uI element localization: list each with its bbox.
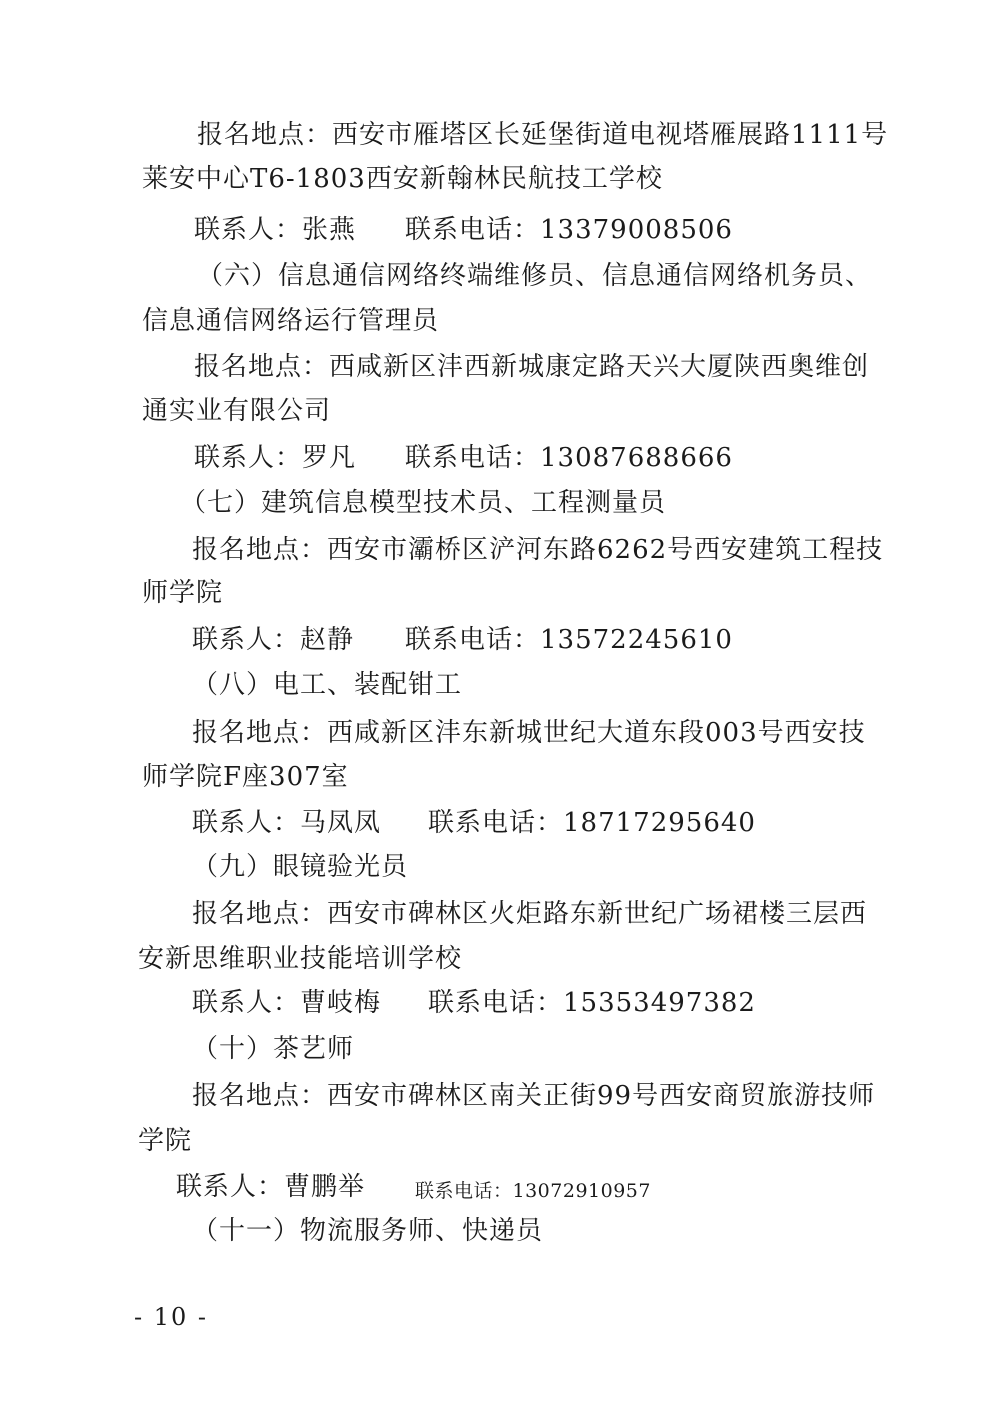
contact-person-6: 联系人：罗凡 xyxy=(194,443,357,473)
registration-address-8-cont: 师学院F座307室 xyxy=(142,762,349,792)
page-number: - 10 - xyxy=(134,1303,209,1331)
registration-address-10: 报名地点：西安市碑林区南关正街99号西安商贸旅游技师 xyxy=(192,1081,876,1111)
contact-person-8: 联系人：马凤凤 xyxy=(192,808,382,838)
section-heading-6: （六）信息通信网络终端维修员、信息通信网络机务员、 xyxy=(197,261,873,291)
registration-address-5: 报名地点：西安市雁塔区长延堡街道电视塔雁展路1111号 xyxy=(197,120,889,150)
contact-phone-6: 联系电话：13087688666 xyxy=(405,443,733,473)
contact-phone-10: 联系电话：13072910957 xyxy=(415,1180,651,1202)
registration-address-10-cont: 学院 xyxy=(138,1126,193,1156)
registration-address-9: 报名地点：西安市碑林区火炬路东新世纪广场裙楼三层西 xyxy=(192,899,868,929)
section-heading-8: （八）电工、装配钳工 xyxy=(192,670,463,700)
contact-person-7: 联系人：赵静 xyxy=(192,625,355,655)
contact-phone-8: 联系电话：18717295640 xyxy=(428,808,756,838)
registration-address-8: 报名地点：西咸新区沣东新城世纪大道东段003号西安技 xyxy=(192,718,866,748)
registration-address-6-cont: 通实业有限公司 xyxy=(142,396,332,426)
contact-phone-9: 联系电话：15353497382 xyxy=(428,988,756,1018)
section-heading-7: （七）建筑信息模型技术员、工程测量员 xyxy=(180,488,667,518)
registration-address-6: 报名地点：西咸新区沣西新城康定路天兴大厦陕西奥维创 xyxy=(194,352,870,382)
registration-address-7-cont: 师学院 xyxy=(142,578,224,608)
registration-address-5-cont: 莱安中心T6-1803西安新翰林民航技工学校 xyxy=(142,164,663,194)
registration-address-9-cont: 安新思维职业技能培训学校 xyxy=(138,944,463,974)
section-heading-9: （九）眼镜验光员 xyxy=(192,852,409,882)
contact-phone-5: 联系电话：13379008506 xyxy=(405,215,733,245)
section-heading-11: （十一）物流服务师、快递员 xyxy=(192,1216,544,1246)
section-heading-6-cont: 信息通信网络运行管理员 xyxy=(142,306,440,336)
contact-phone-7: 联系电话：13572245610 xyxy=(405,625,733,655)
contact-person-5: 联系人：张燕 xyxy=(194,215,357,245)
contact-person-10: 联系人：曹鹏举 xyxy=(176,1172,366,1202)
registration-address-7: 报名地点：西安市灞桥区浐河东路6262号西安建筑工程技 xyxy=(192,535,884,565)
contact-person-9: 联系人：曹岐梅 xyxy=(192,988,382,1018)
section-heading-10: （十）茶艺师 xyxy=(192,1034,355,1064)
